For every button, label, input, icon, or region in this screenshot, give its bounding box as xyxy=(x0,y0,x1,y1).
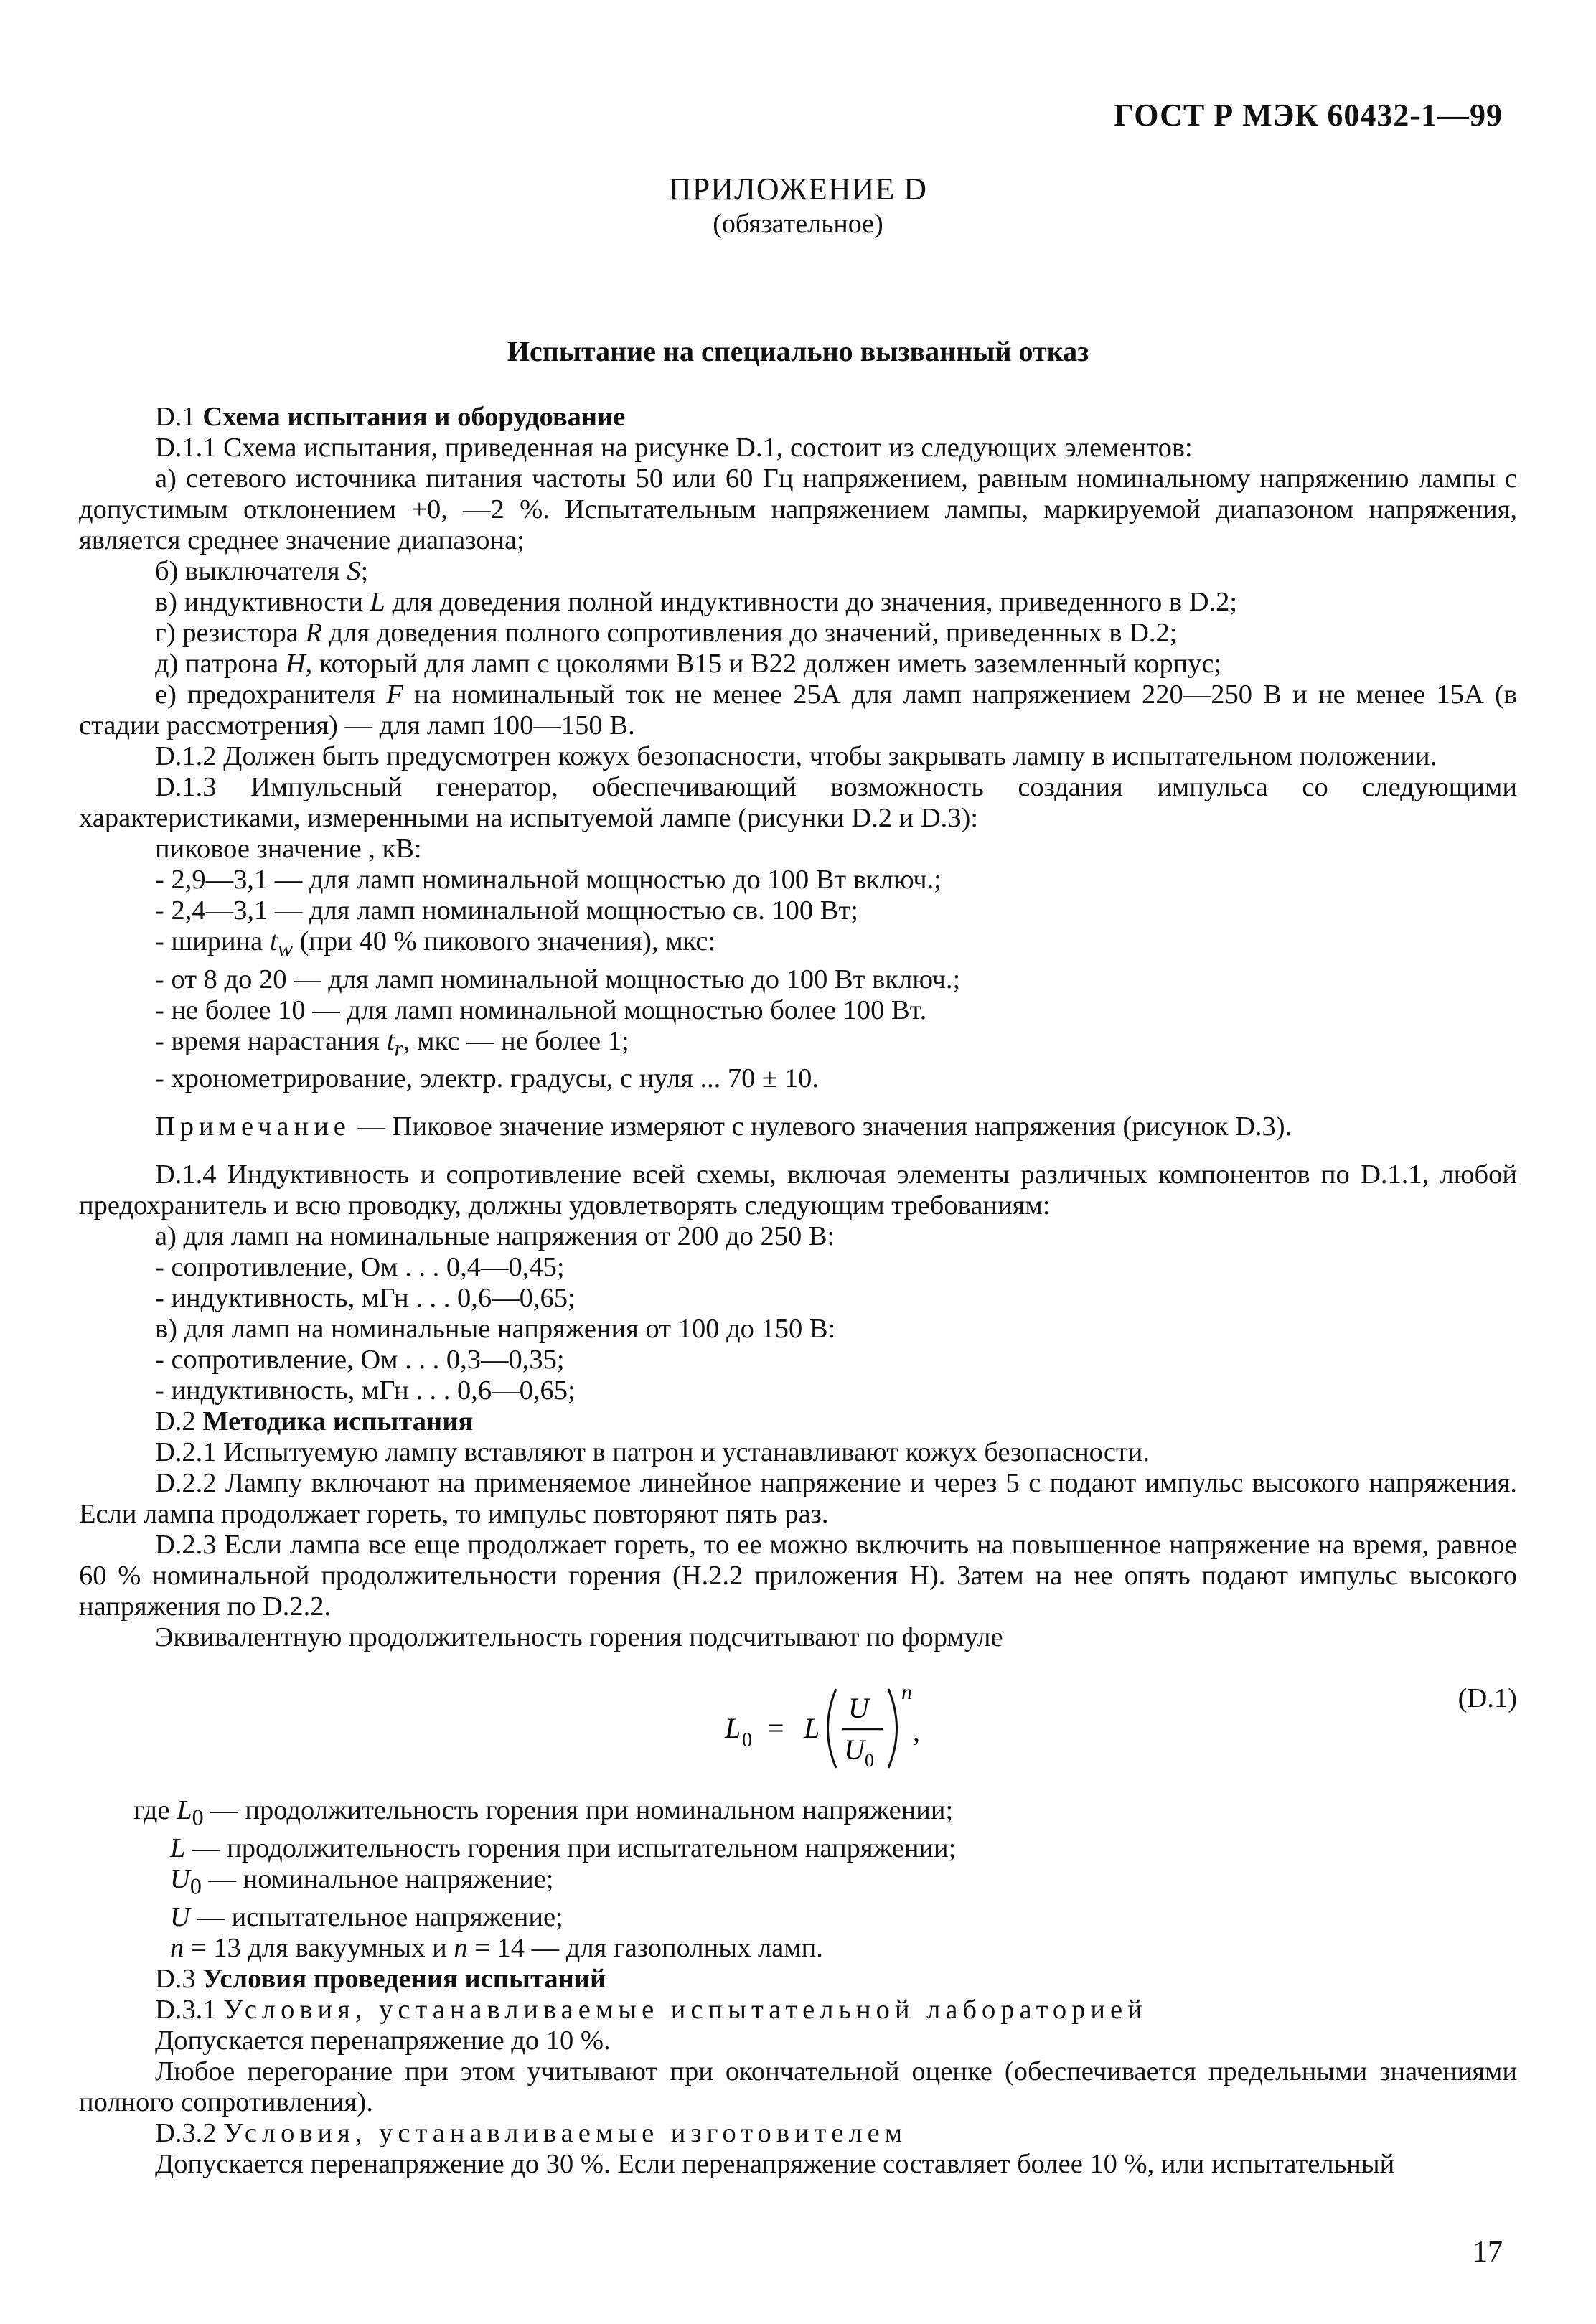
paragraph: Допускается перенапряжение до 10 %. xyxy=(155,2025,611,2056)
section-title: Методика испытания xyxy=(202,1406,474,1437)
symbol: t xyxy=(386,1025,395,1056)
text: , мкс — не более 1; xyxy=(403,1025,629,1056)
left-paren xyxy=(828,1689,837,1768)
appendix-subtitle: (обязательное) xyxy=(713,209,883,239)
subsection-title: Условия, устанавливаемые изготовителем xyxy=(223,2117,908,2148)
section-heading-d1 xyxy=(79,402,1517,433)
text: (при 40 % пикового значения), мкс: xyxy=(292,926,716,956)
paragraph: D.2.1 Испытуемую лампу вставляют в патрон и устанавливают кожух безопасности. xyxy=(155,1437,1150,1468)
list-item xyxy=(79,1026,1517,1064)
note-label: Примечание xyxy=(155,1111,351,1142)
symbol: R xyxy=(305,618,323,648)
text: на номинальный ток не менее 25А для ламп напряжением 220—250 В и не менее 15А (в стадии рассмотрения) — для ламп 100—150 В. xyxy=(79,679,1517,740)
list-item: - индуктивность, мГн . . . 0,6—0,65; xyxy=(155,1283,576,1314)
formula-expression xyxy=(710,1675,998,1782)
formula-comma: , xyxy=(913,1715,920,1748)
symbol: n xyxy=(454,1932,468,1963)
text: г) резистора xyxy=(155,618,306,648)
formula-legend xyxy=(79,1795,1517,1963)
list-item: а) для ламп на номинальные напряжения от 200 до 250 В: xyxy=(155,1221,835,1252)
text: е) предохранителя xyxy=(155,679,387,710)
note xyxy=(79,1111,1517,1142)
paragraph: D.2.3 Если лампа все еще продолжает гореть, то ее можно включить на повышенное напряжение на время, равное 60 % номинальной продолжительности горения (Н.2.2 приложения Н). Затем на нее опять подают импульс высокого напряжения по D.2.2. xyxy=(79,1530,1517,1622)
list-item xyxy=(79,556,1517,587)
subsection-heading xyxy=(79,2118,1517,2149)
section-number: D.3 xyxy=(155,1963,196,1994)
main-heading: Испытание на специально вызванный отказ xyxy=(507,335,1089,367)
list-item: а) сетевого источника питания частоты 50 или 60 Гц напряжением, равным номинальному напряжению лампы с допустимым отклонением +0, —2 %. Испытательным напряжением лампы, маркируемой диапазоном напряжения, является среднее значение диапазона; xyxy=(79,464,1517,555)
legend-item xyxy=(133,1795,1517,1833)
list-item: - хронометрирование, электр. градусы, с нуля ... 70 ± 10. xyxy=(155,1063,819,1094)
section-heading-d3 xyxy=(79,1964,1517,1995)
formula-d1 xyxy=(79,1667,1517,1789)
list-item: - не более 10 — для ламп номинальной мощностью более 100 Вт. xyxy=(155,994,927,1025)
paragraph: D.1.1 Схема испытания, приведенная на рисунке D.1, состоит из следующих элементов: xyxy=(155,433,1193,463)
appendix-title: ПРИЛОЖЕНИЕ D xyxy=(668,171,928,207)
subsection-title: Условия, устанавливаемые испытательной лабораторией xyxy=(223,1994,1147,2025)
text: б) выключателя xyxy=(155,556,347,586)
text: в) индуктивности xyxy=(155,587,370,617)
formula-equals: = xyxy=(768,1712,784,1745)
subscript: 0 xyxy=(189,1873,202,1899)
list-item: - от 8 до 20 — для ламп номинальной мощностью до 100 Вт включ.; xyxy=(155,964,961,994)
symbol: U xyxy=(170,1864,190,1895)
section-title: Условия проведения испытаний xyxy=(202,1963,606,1994)
symbol: L xyxy=(370,587,385,617)
section-number: D.2 xyxy=(155,1406,196,1437)
formula-den-sub: 0 xyxy=(865,1750,874,1772)
legend-item xyxy=(133,1902,1517,1933)
list-item: пиковое значение , кВ: xyxy=(155,834,422,864)
legend-item xyxy=(133,1864,1517,1902)
section-title: Схема испытания и оборудование xyxy=(202,402,626,432)
list-item: - индуктивность, мГн . . . 0,6—0,65; xyxy=(155,1375,576,1406)
text: — испытательное напряжение; xyxy=(189,1901,563,1932)
formula-lhs: L xyxy=(725,1712,741,1745)
text: - ширина xyxy=(155,926,270,956)
list-item xyxy=(79,587,1517,618)
symbol: t xyxy=(269,926,278,956)
symbol: L xyxy=(177,1795,192,1826)
text: где xyxy=(133,1795,177,1826)
right-paren xyxy=(888,1689,897,1768)
text: ; xyxy=(360,556,369,586)
section-heading-d2 xyxy=(79,1406,1517,1437)
paragraph: D.1.3 Импульсный генератор, обеспечивающий возможность создания импульса со следующими характеристиками, измеренными на испытуемой лампе (рисунки D.2 и D.3): xyxy=(79,772,1517,833)
list-item: - сопротивление, Ом . . . 0,4—0,45; xyxy=(155,1252,565,1283)
formula-numerator: U xyxy=(848,1692,869,1725)
paragraph: Любое перегорание при этом учитывают при окончательной оценке (обеспечивается предельными значениями полного сопротивления). xyxy=(79,2056,1517,2117)
paragraph: D.1.2 Должен быть предусмотрен кожух безопасности, чтобы закрывать лампу в испытательном положении. xyxy=(155,741,1437,771)
formula-lhs-sub: 0 xyxy=(742,1729,752,1752)
list-item: в) для ламп на номинальные напряжения от 100 до 150 В: xyxy=(155,1314,836,1345)
subsection-heading xyxy=(79,1995,1517,2026)
text: — продолжительность горения при испытательном напряжении; xyxy=(185,1833,957,1864)
section-number: D.1 xyxy=(155,402,196,432)
text: для доведения полной индуктивности до значения, приведенного в D.2; xyxy=(385,587,1238,617)
equation-number: (D.1) xyxy=(1457,1683,1517,1714)
formula-denominator: U xyxy=(844,1733,865,1766)
paragraph: D.2.2 Лампу включают на применяемое линейное напряжение и через 5 с подают импульс высокого напряжения. Если лампа продолжает гореть, то импульс повторяют пять раз. xyxy=(79,1468,1517,1530)
symbol: F xyxy=(386,679,403,710)
paragraph: Эквивалентную продолжительность горения подсчитывают по формуле xyxy=(155,1622,1003,1653)
list-item xyxy=(79,679,1517,741)
subsection-number: D.3.2 xyxy=(155,2117,217,2148)
text: = 14 — для газополных ламп. xyxy=(467,1932,823,1963)
symbol: S xyxy=(347,556,361,586)
note-text: — Пиковое значение измеряют с нулевого значения напряжения (рисунок D.3). xyxy=(350,1111,1292,1142)
subsection-number: D.3.1 xyxy=(155,1994,217,2025)
formula-L: L xyxy=(804,1712,820,1745)
symbol: n xyxy=(170,1932,184,1963)
text: д) патрона xyxy=(155,649,286,679)
body-text xyxy=(79,402,1517,2180)
legend-item xyxy=(133,1833,1517,1864)
page-number: 17 xyxy=(1473,2236,1503,2269)
text: = 13 для вакуумных и xyxy=(184,1932,454,1963)
text: для доведения полного сопротивления до значений, приведенных в D.2; xyxy=(322,618,1178,648)
list-item: - сопротивление, Ом . . . 0,3—0,35; xyxy=(155,1345,565,1375)
subscript: w xyxy=(277,935,293,961)
paragraph: D.1.4 Индуктивность и сопротивление всей схемы, включая элементы различных компонентов по D.1.1, любой предохранитель и всю проводку, должны удовлетворять следующим требованиям: xyxy=(79,1159,1517,1221)
symbol: L xyxy=(170,1833,186,1864)
text: , который для ламп с цоколями В15 и В22 должен иметь заземленный корпус; xyxy=(305,649,1222,679)
legend-item xyxy=(133,1933,1517,1964)
symbol: U xyxy=(170,1901,190,1932)
text: — продолжительность горения при номинальном напряжении; xyxy=(203,1795,954,1826)
list-item: - 2,4—3,1 — для ламп номинальной мощностью св. 100 Вт; xyxy=(155,895,858,926)
paragraph: Допускается перенапряжение до 30 %. Если перенапряжение составляет более 10 %, или испытательный xyxy=(155,2148,1395,2179)
list-item xyxy=(79,926,1517,964)
formula-exponent: n xyxy=(901,1680,912,1705)
text: - время нарастания xyxy=(155,1025,387,1056)
list-item: - 2,9—3,1 — для ламп номинальной мощностью до 100 Вт включ.; xyxy=(155,865,942,895)
symbol: H xyxy=(285,649,306,679)
list-item xyxy=(79,618,1517,649)
text: — номинальное напряжение; xyxy=(201,1864,554,1895)
list-item xyxy=(79,649,1517,679)
subscript: 0 xyxy=(192,1805,204,1831)
standard-code: ГОСТ Р МЭК 60432-1—99 xyxy=(1114,98,1503,133)
subscript: r xyxy=(394,1035,403,1061)
